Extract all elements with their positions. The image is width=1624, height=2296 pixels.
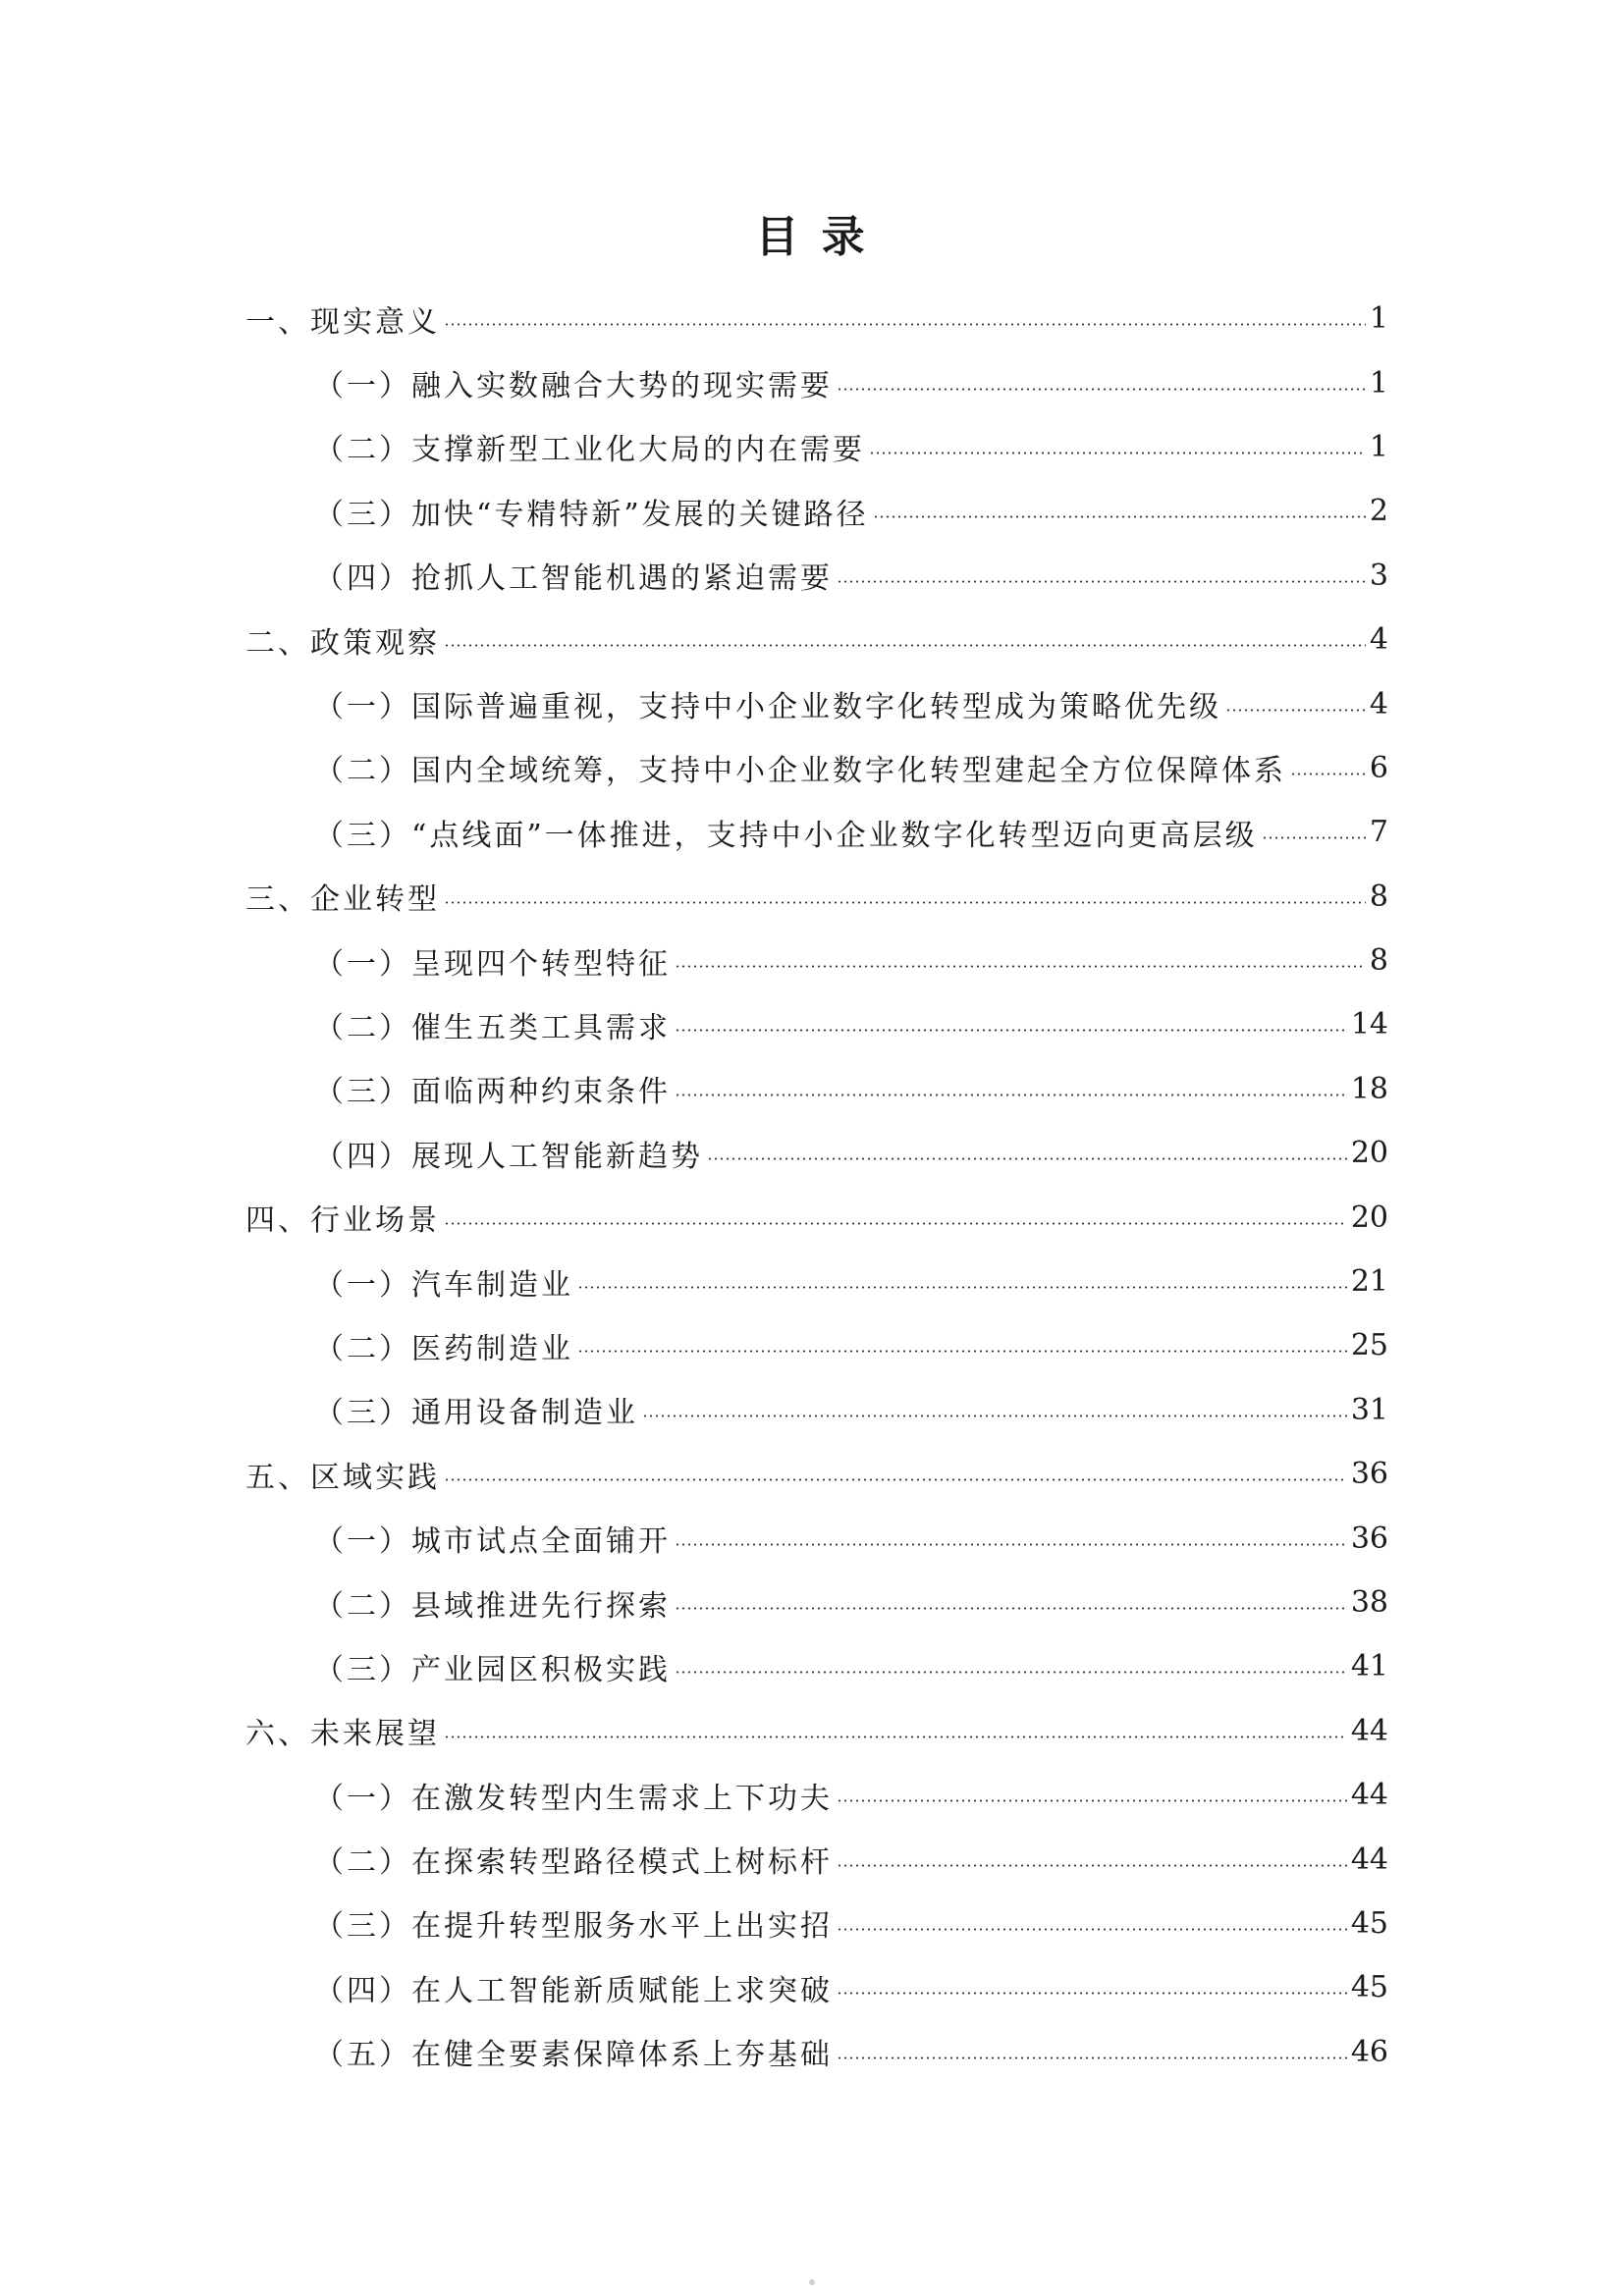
toc-section-entry[interactable] xyxy=(0,415,1624,479)
toc-entry-label: （二）医药制造业 xyxy=(314,1331,573,1366)
toc-dot-leader xyxy=(837,388,1366,391)
toc-entry-label: 二、政策观察 xyxy=(245,625,440,661)
toc-dot-leader xyxy=(675,1671,1347,1674)
toc-dot-leader xyxy=(444,644,1366,647)
toc-chapter-entry[interactable] xyxy=(0,865,1624,929)
toc-entry-label: （五）在健全要素保障体系上夯基础 xyxy=(314,2038,833,2073)
toc-section-entry[interactable] xyxy=(0,1827,1624,1891)
toc-entry-label: 三、企业转型 xyxy=(245,882,440,918)
toc-chapter-entry[interactable] xyxy=(0,1699,1624,1763)
toc-page-number: 20 xyxy=(1350,1136,1388,1171)
toc-section-entry[interactable] xyxy=(0,1571,1624,1634)
toc-page-number: 36 xyxy=(1350,1457,1388,1492)
toc-section-entry[interactable] xyxy=(0,544,1624,608)
toc-page-number: 31 xyxy=(1350,1392,1388,1427)
toc-dot-leader xyxy=(444,1478,1347,1481)
toc-entry-label: （三）通用设备制造业 xyxy=(314,1396,638,1431)
toc-dot-leader xyxy=(444,1735,1347,1738)
toc-page-number: 8 xyxy=(1369,943,1388,979)
toc-section-entry[interactable] xyxy=(0,350,1624,414)
toc-page-number: 21 xyxy=(1350,1264,1388,1300)
toc-section-entry[interactable] xyxy=(0,671,1624,735)
toc-dot-leader xyxy=(675,965,1366,968)
toc-page-number: 1 xyxy=(1369,301,1388,337)
toc-dot-leader xyxy=(444,901,1366,904)
toc-entry-label: （一）呈现四个转型特征 xyxy=(314,946,671,982)
toc-section-entry[interactable] xyxy=(0,1506,1624,1570)
toc-page-number: 1 xyxy=(1369,429,1388,464)
toc-page-number: 44 xyxy=(1350,1778,1388,1813)
toc-entry-label: （三）加快“专精特新”发展的关键路径 xyxy=(314,497,869,532)
toc-dot-leader xyxy=(837,1928,1347,1931)
toc-page-number: 45 xyxy=(1350,1970,1388,2005)
toc-dot-leader xyxy=(444,323,1366,326)
toc-dot-leader xyxy=(675,1607,1347,1610)
toc-page-number: 44 xyxy=(1350,1713,1388,1748)
toc-dot-leader xyxy=(1262,836,1366,839)
toc-section-entry[interactable] xyxy=(0,992,1624,1056)
toc-chapter-entry[interactable] xyxy=(0,287,1624,350)
toc-entry-label: （二）国内全域统筹，支持中小企业数字化转型建起全方位保障体系 xyxy=(314,754,1286,789)
toc-dot-leader xyxy=(837,2056,1347,2059)
toc-page-number: 8 xyxy=(1369,879,1388,914)
toc-section-entry[interactable] xyxy=(0,479,1624,543)
toc-page-number: 46 xyxy=(1350,2034,1388,2069)
toc-page-number: 45 xyxy=(1350,1905,1388,1941)
toc-list xyxy=(0,287,1624,2084)
toc-entry-label: （三）产业园区积极实践 xyxy=(314,1652,671,1687)
page-title: 目 录 xyxy=(755,212,869,262)
toc-section-entry[interactable] xyxy=(0,1057,1624,1121)
toc-page-number: 1 xyxy=(1369,365,1388,400)
toc-entry-label: 一、现实意义 xyxy=(245,304,440,340)
toc-entry-label: （二）县域推进先行探索 xyxy=(314,1588,671,1624)
toc-entry-label: （一）汽车制造业 xyxy=(314,1267,573,1303)
toc-section-entry[interactable] xyxy=(0,1313,1624,1377)
toc-dot-leader xyxy=(675,1029,1347,1032)
toc-entry-label: （二）支撑新型工业化大局的内在需要 xyxy=(314,433,865,468)
toc-page-number: 6 xyxy=(1369,750,1388,785)
toc-page-number: 14 xyxy=(1350,1007,1388,1042)
toc-chapter-entry[interactable] xyxy=(0,1442,1624,1506)
toc-entry-label: 四、行业场景 xyxy=(245,1203,440,1239)
toc-entry-label: （一）融入实数融合大势的现实需要 xyxy=(314,369,833,404)
toc-section-entry[interactable] xyxy=(0,1121,1624,1185)
toc-page-number: 41 xyxy=(1350,1649,1388,1684)
toc-page-number: 2 xyxy=(1369,494,1388,529)
toc-section-entry[interactable] xyxy=(0,929,1624,992)
toc-dot-leader xyxy=(444,1222,1347,1225)
toc-entry-label: （二）催生五类工具需求 xyxy=(314,1010,671,1045)
toc-section-entry[interactable] xyxy=(0,1955,1624,2019)
toc-chapter-entry[interactable] xyxy=(0,608,1624,671)
toc-dot-leader xyxy=(675,1543,1347,1546)
toc-dot-leader xyxy=(577,1286,1347,1289)
toc-dot-leader xyxy=(1225,709,1366,712)
toc-section-entry[interactable] xyxy=(0,800,1624,864)
toc-dot-leader xyxy=(675,1094,1347,1096)
toc-entry-label: （四）抢抓人工智能机遇的紧迫需要 xyxy=(314,561,833,597)
toc-dot-leader xyxy=(873,515,1366,518)
footer-mark xyxy=(809,2279,815,2285)
toc-dot-leader xyxy=(577,1350,1347,1353)
toc-dot-leader xyxy=(837,1864,1347,1867)
toc-dot-leader xyxy=(837,1992,1347,1995)
toc-entry-label: （一）在激发转型内生需求上下功夫 xyxy=(314,1781,833,1816)
toc-dot-leader xyxy=(869,452,1366,454)
toc-entry-label: （一）国际普遍重视，支持中小企业数字化转型成为策略优先级 xyxy=(314,690,1221,725)
toc-entry-label: （三）“点线面”一体推进，支持中小企业数字化转型迈向更高层级 xyxy=(314,818,1258,853)
toc-entry-label: 六、未来展望 xyxy=(245,1717,440,1752)
toc-section-entry[interactable] xyxy=(0,736,1624,800)
toc-section-entry[interactable] xyxy=(0,1378,1624,1442)
toc-section-entry[interactable] xyxy=(0,2020,1624,2084)
toc-section-entry[interactable] xyxy=(0,1892,1624,1955)
toc-dot-leader xyxy=(837,1799,1347,1802)
toc-entry-label: （四）在人工智能新质赋能上求突破 xyxy=(314,1973,833,2008)
toc-entry-label: （一）城市试点全面铺开 xyxy=(314,1524,671,1560)
toc-entry-label: （二）在探索转型路径模式上树标杆 xyxy=(314,1845,833,1881)
toc-dot-leader xyxy=(837,580,1366,583)
toc-section-entry[interactable] xyxy=(0,1763,1624,1827)
toc-page-number: 36 xyxy=(1350,1521,1388,1556)
toc-entry-label: 五、区域实践 xyxy=(245,1460,440,1495)
toc-page-number: 18 xyxy=(1350,1071,1388,1106)
toc-page-number: 3 xyxy=(1369,558,1388,593)
toc-entry-label: （三）面临两种约束条件 xyxy=(314,1075,671,1110)
toc-section-entry[interactable] xyxy=(0,1250,1624,1313)
toc-section-entry[interactable] xyxy=(0,1634,1624,1698)
toc-entry-label: （三）在提升转型服务水平上出实招 xyxy=(314,1909,833,1945)
toc-dot-leader xyxy=(642,1415,1347,1417)
toc-page-number: 25 xyxy=(1350,1328,1388,1363)
toc-entry-label: （四）展现人工智能新趋势 xyxy=(314,1139,703,1174)
toc-dot-leader xyxy=(707,1157,1347,1160)
toc-page-number: 4 xyxy=(1369,686,1388,721)
toc-page-number: 38 xyxy=(1350,1585,1388,1620)
toc-page-number: 7 xyxy=(1369,815,1388,850)
toc-page-number: 4 xyxy=(1369,622,1388,658)
toc-page-number: 20 xyxy=(1350,1200,1388,1235)
toc-chapter-entry[interactable] xyxy=(0,1185,1624,1249)
toc-page-number: 44 xyxy=(1350,1842,1388,1877)
toc-dot-leader xyxy=(1290,773,1366,775)
